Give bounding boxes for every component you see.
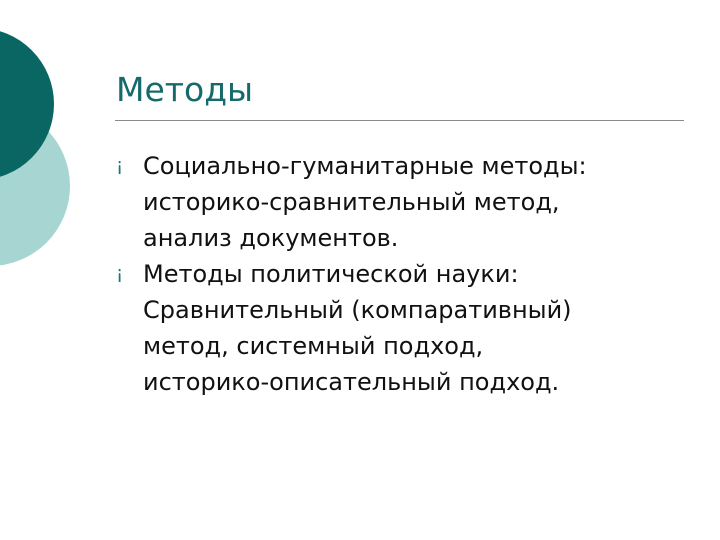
bullet-line: Сравнительный (компаративный) <box>143 296 572 324</box>
bullet-line: Социально-гуманитарные методы: <box>143 152 587 180</box>
bullet-line: Методы политической науки: <box>143 260 519 288</box>
bullet-icon: ¡ <box>116 263 124 284</box>
bullet-item-political-methods <box>0 256 703 400</box>
bullet-line: историко-описательный подход. <box>143 368 560 396</box>
bullet-line: историко-сравнительный метод, <box>143 188 560 216</box>
bullet-icon: ¡ <box>116 155 124 176</box>
bullet-item-social-methods <box>0 148 703 256</box>
title-divider <box>115 120 684 121</box>
bullet-list <box>0 148 703 400</box>
slide-title: Методы <box>116 70 254 109</box>
bullet-line: анализ документов. <box>143 224 399 252</box>
bullet-line: метод, системный подход, <box>143 332 484 360</box>
